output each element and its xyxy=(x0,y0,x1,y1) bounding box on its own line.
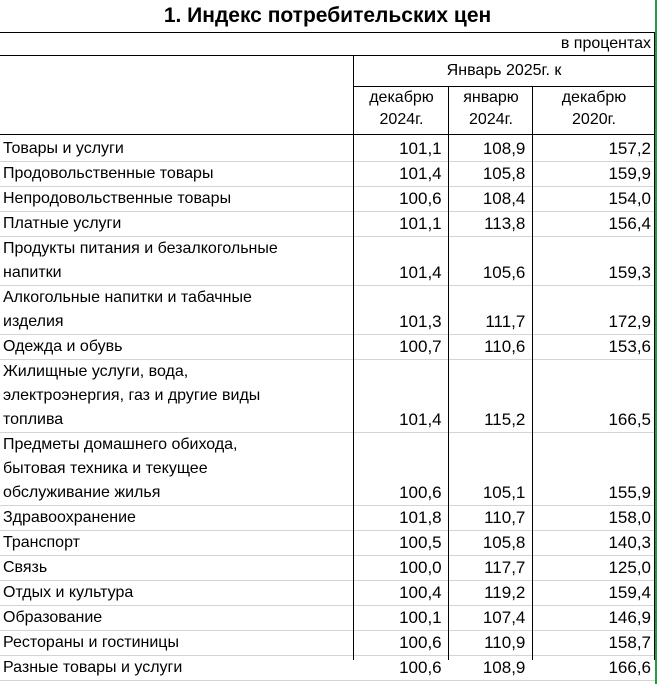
table-row xyxy=(0,581,655,606)
row-value: 100,6 xyxy=(399,189,442,208)
table-row xyxy=(0,531,655,556)
row-value: 172,9 xyxy=(608,312,651,331)
row-label-line: Алкогольные напитки и табачные xyxy=(3,289,252,306)
row-value: 159,9 xyxy=(608,164,651,183)
row-label-line: Продовольственные товары xyxy=(3,165,214,182)
table-body xyxy=(0,137,655,681)
row-label-line: топлива xyxy=(3,411,64,428)
row-label xyxy=(0,506,351,530)
column-header-dec-2024 xyxy=(354,87,449,133)
row-label-line: Непродовольственные товары xyxy=(3,190,232,207)
row-label xyxy=(0,286,351,334)
column-header-jan-2024 xyxy=(449,87,533,133)
row-value: 119,2 xyxy=(484,583,526,602)
table-row xyxy=(0,556,655,581)
row-value: 101,3 xyxy=(399,312,442,331)
row-label-line: Продукты питания и безалкогольные xyxy=(3,240,278,257)
row-label xyxy=(0,531,351,555)
row-value: 100,0 xyxy=(399,558,442,577)
row-label-line: обслуживание жилья xyxy=(3,484,161,501)
row-label xyxy=(0,212,351,236)
table-row xyxy=(0,187,655,212)
row-label xyxy=(0,433,351,505)
row-value: 154,0 xyxy=(608,189,651,208)
column-header-line: 2024г. xyxy=(469,111,513,128)
row-value: 115,2 xyxy=(484,410,526,429)
table-row xyxy=(0,360,655,433)
row-value: 100,6 xyxy=(399,633,442,652)
row-value: 153,6 xyxy=(608,337,651,356)
table-row xyxy=(0,506,655,531)
row-value: 159,3 xyxy=(608,263,651,282)
header-bottom-border xyxy=(0,134,655,135)
column-header-line: декабрю xyxy=(561,89,627,106)
row-value: 110,7 xyxy=(484,508,526,527)
row-value: 125,0 xyxy=(608,558,651,577)
row-label xyxy=(0,631,351,655)
table-row xyxy=(0,237,655,286)
row-value: 105,8 xyxy=(482,164,526,183)
units-label: в процентах xyxy=(560,35,651,52)
row-label-line: Одежда и обувь xyxy=(3,338,123,355)
row-label-line: Здравоохранение xyxy=(3,509,136,526)
row-value: 101,1 xyxy=(399,214,442,233)
row-value: 159,4 xyxy=(608,583,651,602)
row-value: 100,1 xyxy=(399,608,442,627)
row-label xyxy=(0,556,351,580)
column-header-line: 2020г. xyxy=(572,111,616,128)
table-row xyxy=(0,286,655,335)
row-value: 105,6 xyxy=(482,263,526,282)
column-divider xyxy=(353,55,354,660)
row-value: 140,3 xyxy=(608,533,651,552)
row-value: 108,9 xyxy=(482,139,526,158)
row-value: 166,6 xyxy=(608,658,651,677)
row-value: 107,4 xyxy=(482,608,526,627)
row-value: 100,4 xyxy=(399,583,442,602)
title-border xyxy=(0,32,655,33)
column-header-line: декабрю xyxy=(369,89,434,106)
row-value: 110,6 xyxy=(484,337,526,356)
column-divider xyxy=(448,87,449,660)
table-row xyxy=(0,335,655,360)
table-title: 1. Индекс потребительских цен xyxy=(163,4,492,27)
row-label-line: напитки xyxy=(3,264,62,281)
row-value: 100,7 xyxy=(399,337,442,356)
column-header-dec-2020 xyxy=(533,87,655,133)
row-label xyxy=(0,162,351,186)
row-value: 110,9 xyxy=(484,633,526,652)
table-row xyxy=(0,162,655,187)
row-label-line: Связь xyxy=(3,559,48,576)
row-label xyxy=(0,656,351,680)
row-value: 101,4 xyxy=(399,164,442,183)
table-row xyxy=(0,656,655,681)
row-value: 100,6 xyxy=(399,483,442,502)
row-label-line: Разные товары и услуги xyxy=(3,659,183,676)
row-label-line: Рестораны и гостиницы xyxy=(3,634,179,651)
column-divider xyxy=(532,87,533,660)
row-value: 156,4 xyxy=(608,214,651,233)
row-value: 146,9 xyxy=(608,608,651,627)
row-value: 158,0 xyxy=(608,508,651,527)
row-label xyxy=(0,581,351,605)
row-value: 155,9 xyxy=(608,483,651,502)
row-label-line: Платные услуги xyxy=(3,215,122,232)
row-label-line: Отдых и культура xyxy=(3,584,134,601)
row-value: 100,5 xyxy=(399,533,442,552)
row-label xyxy=(0,606,351,630)
row-label xyxy=(0,187,351,211)
row-value: 158,7 xyxy=(608,633,651,652)
table-row xyxy=(0,433,655,506)
row-label-line: бытовая техника и текущее xyxy=(3,460,208,477)
row-value: 111,7 xyxy=(485,312,526,331)
row-label xyxy=(0,137,351,161)
row-value: 113,8 xyxy=(484,214,526,233)
table-row xyxy=(0,606,655,631)
row-value: 105,1 xyxy=(482,483,526,502)
row-label-line: Образование xyxy=(3,609,103,626)
column-header-line: январю xyxy=(463,89,519,106)
row-label-line: электроэнергия, газ и другие виды xyxy=(3,387,261,404)
group-header: Январь 2025г. к xyxy=(446,62,562,79)
row-value: 105,8 xyxy=(482,533,526,552)
row-value: 166,5 xyxy=(608,410,651,429)
row-label-line: Предметы домашнего обихода, xyxy=(3,436,238,453)
row-value: 108,4 xyxy=(482,189,526,208)
row-label-line: Транспорт xyxy=(3,534,80,551)
row-label xyxy=(0,335,351,359)
row-label xyxy=(0,237,351,285)
row-label-line: Жилищные услуги, вода, xyxy=(3,363,189,380)
row-label-line: изделия xyxy=(3,313,64,330)
table-row xyxy=(0,137,655,162)
row-value: 100,6 xyxy=(399,658,442,677)
table-row xyxy=(0,631,655,656)
table-row xyxy=(0,212,655,237)
row-value: 157,2 xyxy=(608,139,651,158)
row-value: 101,8 xyxy=(399,508,442,527)
row-value: 101,1 xyxy=(399,139,442,158)
row-value: 101,4 xyxy=(399,410,442,429)
row-label xyxy=(0,360,351,432)
column-header-line: 2024г. xyxy=(379,111,424,128)
row-label-line: Товары и услуги xyxy=(3,140,124,157)
row-value: 101,4 xyxy=(399,263,442,282)
row-value: 108,9 xyxy=(482,658,526,677)
row-value: 117,7 xyxy=(484,558,526,577)
